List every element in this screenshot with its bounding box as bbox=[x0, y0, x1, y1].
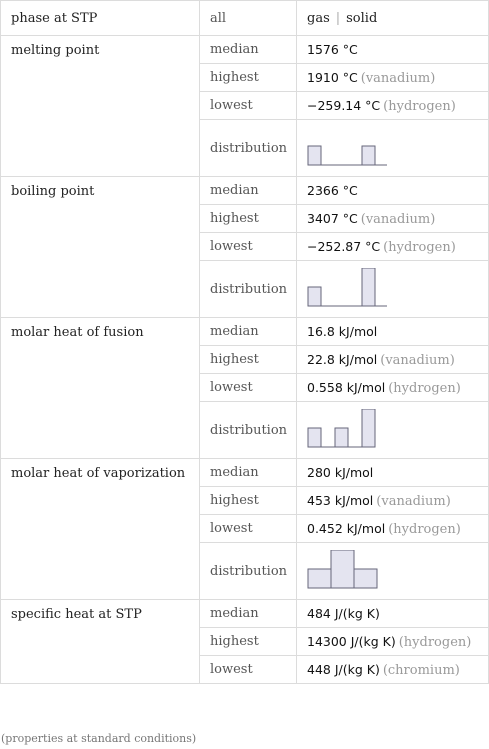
median-value: 280 kJ/mol bbox=[297, 459, 489, 487]
phase-label: phase at STP bbox=[1, 1, 200, 36]
lowest-label: lowest bbox=[200, 233, 297, 261]
lowest-value: 448 J/(kg K) (chromium) bbox=[297, 656, 489, 684]
lowest-value: −259.14 °C (hydrogen) bbox=[297, 92, 489, 120]
all-label: all bbox=[200, 1, 297, 36]
phase-values bbox=[297, 1, 489, 36]
histogram-bar bbox=[362, 268, 375, 306]
median-value: 16.8 kJ/mol bbox=[297, 318, 489, 346]
table-row bbox=[1, 600, 489, 628]
median-label: median bbox=[200, 318, 297, 346]
property-name: specific heat at STP bbox=[1, 600, 200, 684]
histogram-bar bbox=[308, 287, 321, 306]
highest-label: highest bbox=[200, 205, 297, 233]
histogram-bar bbox=[308, 569, 331, 588]
footnote: (properties at standard conditions) bbox=[1, 732, 197, 745]
distribution-histogram bbox=[307, 409, 387, 451]
property-name: molar heat of fusion bbox=[1, 318, 200, 459]
histogram-bar bbox=[362, 409, 375, 447]
histogram-bar bbox=[335, 428, 348, 447]
lowest-value: 0.452 kJ/mol (hydrogen) bbox=[297, 515, 489, 543]
histogram-bar bbox=[308, 428, 321, 447]
solid-label: solid bbox=[346, 10, 378, 26]
separator: | bbox=[335, 10, 341, 26]
distribution-label: distribution bbox=[200, 120, 297, 177]
table-row bbox=[1, 459, 489, 487]
median-label: median bbox=[200, 36, 297, 64]
median-label: median bbox=[200, 459, 297, 487]
highest-value: 453 kJ/mol (vanadium) bbox=[297, 487, 489, 515]
distribution-label: distribution bbox=[200, 261, 297, 318]
highest-label: highest bbox=[200, 487, 297, 515]
median-value: 484 J/(kg K) bbox=[297, 600, 489, 628]
histogram-bar bbox=[308, 146, 321, 165]
table-row bbox=[1, 318, 489, 346]
distribution-histogram bbox=[307, 268, 387, 310]
distribution-cell bbox=[297, 402, 489, 459]
table-row bbox=[1, 36, 489, 64]
histogram-bar bbox=[354, 569, 377, 588]
lowest-value: 0.558 kJ/mol (hydrogen) bbox=[297, 374, 489, 402]
lowest-label: lowest bbox=[200, 374, 297, 402]
highest-label: highest bbox=[200, 628, 297, 656]
table-row bbox=[1, 177, 489, 205]
distribution-label: distribution bbox=[200, 543, 297, 600]
property-name: molar heat of vaporization bbox=[1, 459, 200, 600]
distribution-cell bbox=[297, 120, 489, 177]
distribution-cell bbox=[297, 543, 489, 600]
histogram-bar bbox=[331, 550, 354, 588]
lowest-label: lowest bbox=[200, 656, 297, 684]
lowest-label: lowest bbox=[200, 515, 297, 543]
header-row bbox=[1, 1, 489, 36]
lowest-value: −252.87 °C (hydrogen) bbox=[297, 233, 489, 261]
median-label: median bbox=[200, 600, 297, 628]
property-name: boiling point bbox=[1, 177, 200, 318]
property-name: melting point bbox=[1, 36, 200, 177]
highest-value: 14300 J/(kg K) (hydrogen) bbox=[297, 628, 489, 656]
distribution-histogram bbox=[307, 550, 387, 592]
lowest-label: lowest bbox=[200, 92, 297, 120]
distribution-label: distribution bbox=[200, 402, 297, 459]
median-value: 1576 °C bbox=[297, 36, 489, 64]
highest-value: 3407 °C (vanadium) bbox=[297, 205, 489, 233]
distribution-cell bbox=[297, 261, 489, 318]
histogram-bar bbox=[362, 146, 375, 165]
highest-label: highest bbox=[200, 346, 297, 374]
median-value: 2366 °C bbox=[297, 177, 489, 205]
highest-value: 22.8 kJ/mol (vanadium) bbox=[297, 346, 489, 374]
distribution-histogram bbox=[307, 127, 387, 169]
median-label: median bbox=[200, 177, 297, 205]
highest-value: 1910 °C (vanadium) bbox=[297, 64, 489, 92]
gas-label: gas bbox=[307, 10, 330, 26]
highest-label: highest bbox=[200, 64, 297, 92]
